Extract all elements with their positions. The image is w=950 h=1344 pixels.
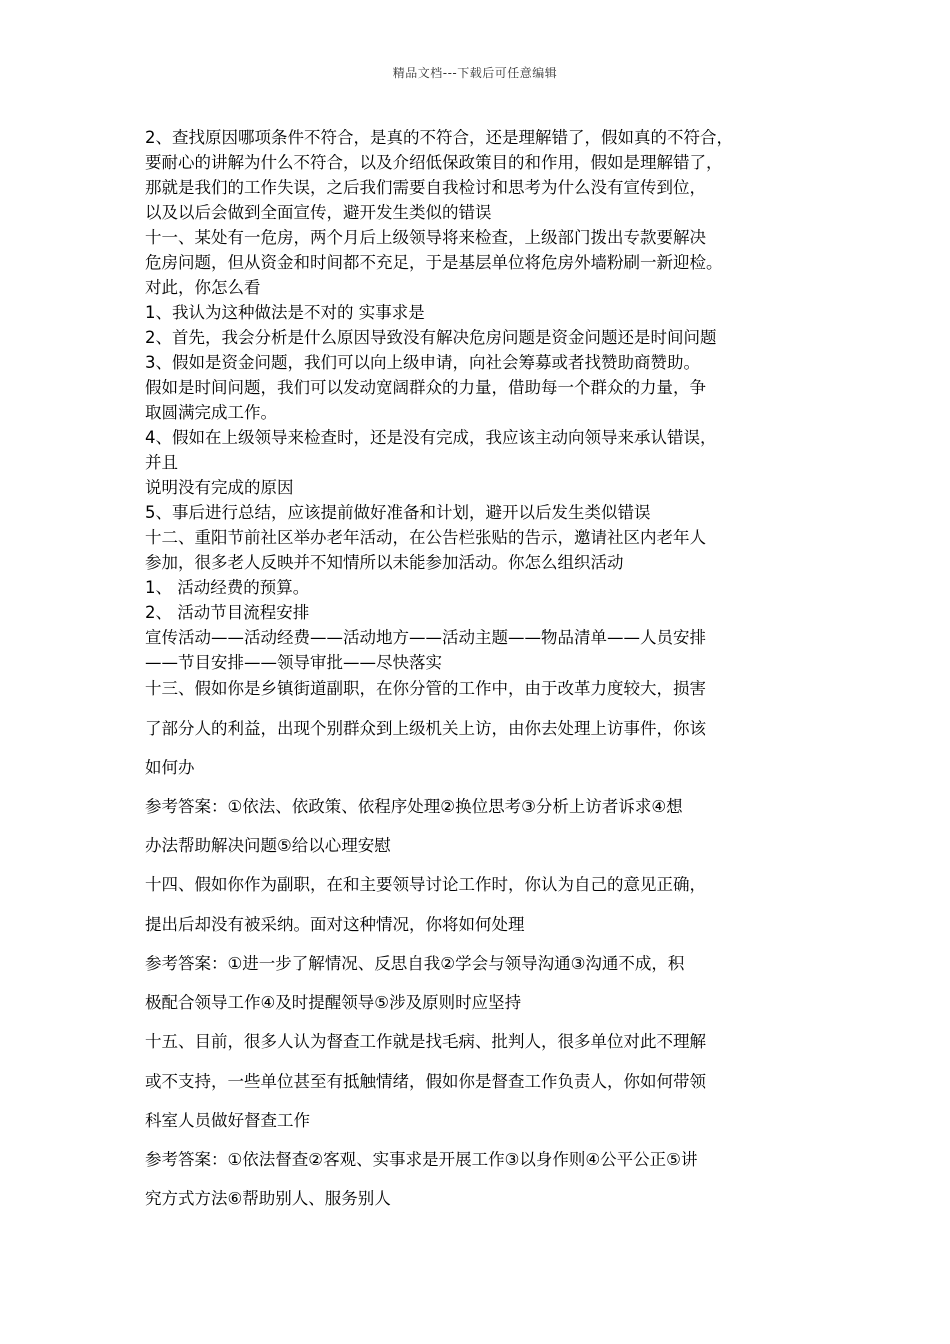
text-line: 2、首先，我会分析是什么原因导致没有解决危房问题是资金问题还是时间问题 — [145, 328, 717, 347]
text-line: 4、假如在上级领导来检查时，还是没有完成，我应该主动向领导来承认错误， — [145, 428, 717, 447]
text-line: 提出后却没有被采纳。面对这种情况，你将如何处理 — [145, 915, 525, 934]
text-line: 十三、假如你是乡镇街道副职，在你分管的工作中，由于改革力度较大，损害 — [145, 679, 706, 698]
text-line: 宣传活动——活动经费——活动地方——活动主题——物品清单——人员安排 — [145, 628, 706, 647]
text-line: 对此，你怎么看 — [145, 278, 261, 297]
text-line: 并且 — [145, 453, 178, 472]
text-line: 究方式方法⑥帮助别人、服务别人 — [145, 1189, 391, 1208]
text-line: 十四、假如你作为副职，在和主要领导讨论工作时，你认为自己的意见正确， — [145, 875, 706, 894]
text-line: 1、 活动经费的预算。 — [145, 578, 310, 597]
text-line: 参考答案：①依法、依政策、依程序处理②换位思考③分析上访者诉求④想 — [145, 797, 683, 816]
text-line: 说明没有完成的原因 — [145, 478, 294, 497]
text-line: 十一、某处有一危房，两个月后上级领导将来检查，上级部门拨出专款要解决 — [145, 228, 706, 247]
text-line: 或不支持，一些单位甚至有抵触情绪，假如你是督查工作负责人，你如何带领 — [145, 1072, 706, 1091]
text-line: 极配合领导工作④及时提醒领导⑤涉及原则时应坚持 — [145, 993, 522, 1012]
text-line: 如何办 — [145, 758, 195, 777]
text-line: 十二、重阳节前社区举办老年活动，在公告栏张贴的告示，邀请社区内老年人 — [145, 528, 706, 547]
text-line: 取圆满完成工作。 — [145, 403, 277, 422]
text-line: 2、查找原因哪项条件不符合，是真的不符合，还是理解错了，假如真的不符合， — [145, 128, 733, 147]
text-line: 危房问题，但从资金和时间都不充足，于是基层单位将危房外墙粉刷一新迎检。 — [145, 253, 723, 272]
text-line: 以及以后会做到全面宣传，避开发生类似的错误 — [145, 203, 492, 222]
text-line: ——节目安排——领导审批——尽快落实 — [145, 653, 442, 672]
text-line: 了部分人的利益，出现个别群众到上级机关上访，由你去处理上访事件，你该 — [145, 719, 706, 738]
text-line: 办法帮助解决问题⑤给以心理安慰 — [145, 836, 391, 855]
text-line: 参考答案：①依法督查②客观、实事求是开展工作③以身作则④公平公正⑤讲 — [145, 1150, 698, 1169]
text-line: 2、 活动节目流程安排 — [145, 603, 310, 622]
text-line: 要耐心的讲解为什么不符合，以及介绍低保政策目的和作用，假如是理解错了， — [145, 153, 723, 172]
text-line: 参加，很多老人反映并不知情所以未能参加活动。你怎么组织活动 — [145, 553, 624, 572]
text-line: 1、我认为这种做法是不对的 实事求是 — [145, 303, 425, 322]
text-line: 科室人员做好督查工作 — [145, 1111, 310, 1130]
page-header: 精品文档---下载后可任意编辑 — [392, 66, 558, 80]
text-line: 5、事后进行总结，应该提前做好准备和计划，避开以后发生类似错误 — [145, 503, 651, 522]
text-line: 假如是时间问题，我们可以发动宽阔群众的力量，借助每一个群众的力量，争 — [145, 378, 706, 397]
text-line: 那就是我们的工作失误，之后我们需要自我检讨和思考为什么没有宣传到位， — [145, 178, 706, 197]
text-line: 参考答案：①进一步了解情况、反思自我②学会与领导沟通③沟通不成，积 — [145, 954, 685, 973]
text-line: 十五、目前，很多人认为督查工作就是找毛病、批判人，很多单位对此不理解 — [145, 1032, 706, 1051]
text-line: 3、假如是资金问题，我们可以向上级申请，向社会筹募或者找赞助商赞助。 — [145, 353, 700, 372]
